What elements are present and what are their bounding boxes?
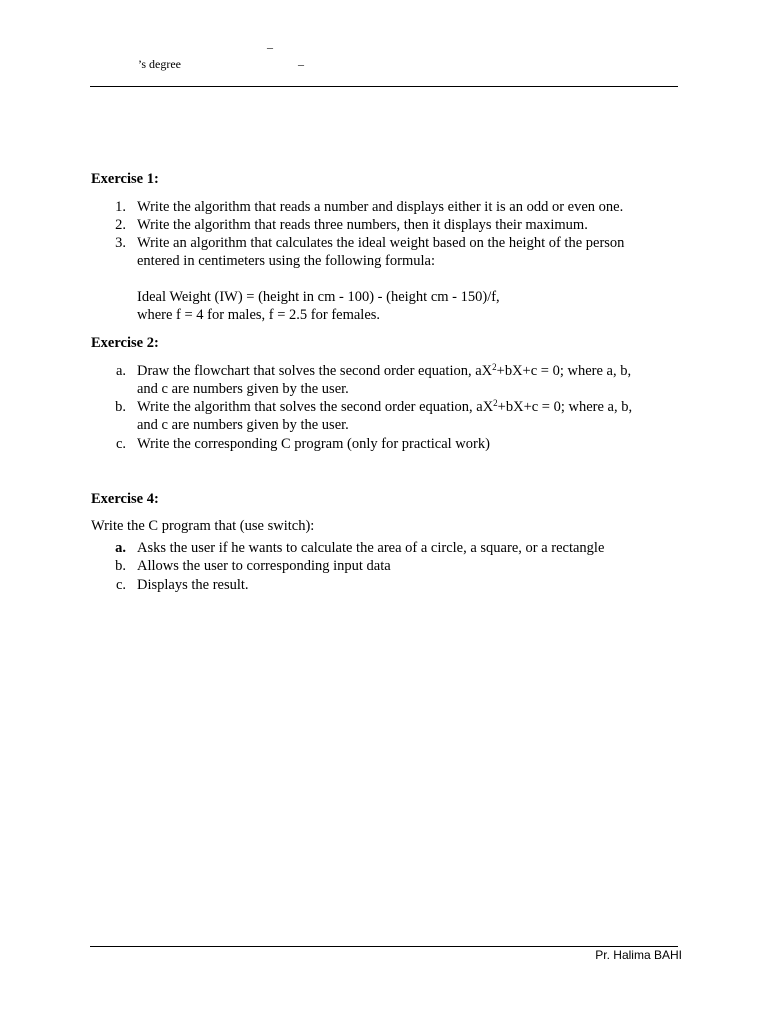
item-marker: c. — [115, 436, 126, 452]
equation-text-end: +bX+c = 0; where a, b, — [497, 399, 633, 415]
formula: Ideal Weight (IW) = (height in cm - 100) - (height cm - 150)/f, — [137, 289, 500, 305]
equation-text-end: +bX+c = 0; where a, b, — [496, 363, 632, 379]
footer-rule — [90, 946, 678, 947]
exercise1-title: Exercise 1: — [91, 171, 159, 187]
item-text: Displays the result. — [137, 577, 249, 593]
item-text-continued: entered in centimeters using the following formula: — [137, 253, 435, 269]
exercise4-title: Exercise 4: — [91, 491, 159, 507]
header-dash-right: – — [298, 57, 304, 71]
item-text — [137, 398, 632, 416]
item-text: Write the corresponding C program (only for practical work) — [137, 436, 490, 452]
item-marker: 2. — [115, 217, 126, 233]
item-text: Write the algorithm that reads three numbers, then it displays their maximum. — [137, 217, 588, 233]
equation-text: Write the algorithm that solves the second order equation, aX — [137, 399, 494, 415]
item-text: Write the algorithm that reads a number and displays either it is an odd or even one. — [137, 199, 624, 215]
header-rule — [90, 86, 678, 87]
item-text-continued: and c are numbers given by the user. — [137, 417, 349, 433]
item-marker: b. — [115, 558, 126, 574]
item-marker: 3. — [115, 235, 126, 251]
item-text: Write an algorithm that calculates the ideal weight based on the height of the person — [137, 235, 625, 251]
item-text: Allows the user to corresponding input data — [137, 558, 391, 574]
exercise2-title: Exercise 2: — [91, 335, 159, 351]
header-dash-top: – — [267, 40, 273, 54]
item-text-continued: and c are numbers given by the user. — [137, 381, 349, 397]
equation-text: Draw the flowchart that solves the second order equation, aX — [137, 363, 493, 379]
item-marker: b. — [115, 399, 126, 415]
item-text — [137, 362, 631, 380]
item-marker: c. — [115, 577, 126, 593]
item-marker: 1. — [115, 199, 126, 215]
item-text: Asks the user if he wants to calculate the area of a circle, a square, or a rectangle — [137, 540, 605, 556]
item-marker: a. — [115, 540, 126, 556]
exponent: 2 — [493, 398, 498, 408]
item-marker: a. — [115, 363, 126, 379]
footer-author: Pr. Halima BAHI — [595, 948, 682, 962]
exponent: 2 — [492, 362, 497, 372]
exercise4-intro: Write the C program that (use switch): — [91, 518, 315, 534]
header-degree-text: ’s degree — [138, 57, 181, 71]
formula-note: where f = 4 for males, f = 2.5 for females. — [137, 307, 381, 323]
